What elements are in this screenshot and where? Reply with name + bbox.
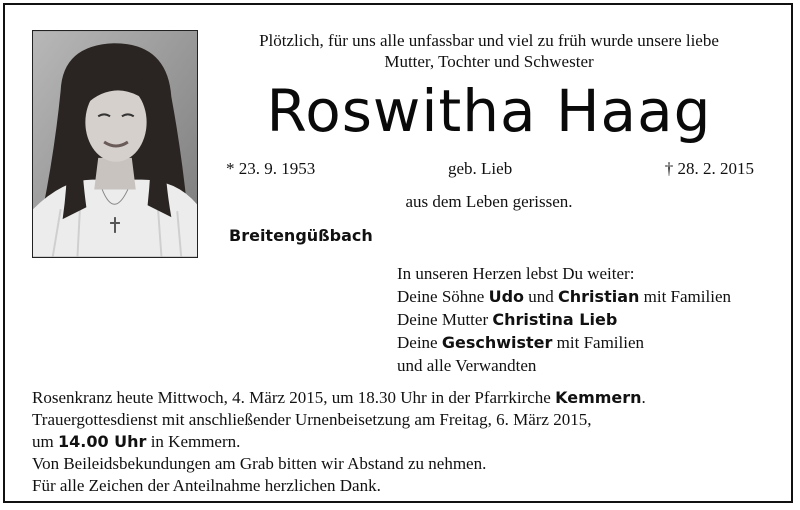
service-details: [32, 387, 646, 497]
mourners-line-3: [397, 308, 731, 331]
funeral-time: 14.00 Uhr: [57, 432, 147, 451]
birth-date: * 23. 9. 1953: [226, 159, 316, 178]
death-date: † 28. 2. 2015: [664, 159, 754, 178]
mourners-text: Deine Söhne: [397, 287, 489, 306]
intro-line-1: Plötzlich, für uns alle unfassbar und viel zu früh wurde unsere liebe: [259, 31, 719, 50]
portrait-photo: [32, 30, 198, 258]
mourners-line-4: [397, 331, 731, 354]
condolence-note: Von Beileidsbekundungen am Grab bitten wir Abstand zu nehmen.: [32, 454, 487, 473]
service-text: um: [32, 432, 58, 451]
funeral-mass-line: Trauergottesdienst mit anschließender Urnenbeisetzung am Freitag, 6. März 2015,: [32, 410, 592, 429]
mourners-text: und: [524, 287, 559, 306]
intro-line-2: Mutter, Tochter und Schwester: [384, 52, 594, 71]
thanks-note: Für alle Zeichen der Anteilnahme herzlichen Dank.: [32, 476, 381, 495]
son-name-udo: Udo: [488, 287, 525, 306]
deceased-name: Roswitha Haag: [266, 77, 712, 145]
mourners-line-2: [397, 285, 731, 308]
mourners-text: Deine Mutter: [397, 310, 493, 329]
service-text: in Kemmern.: [146, 432, 241, 451]
rosary-line: [32, 387, 646, 409]
maiden-name: geb. Lieb: [448, 159, 513, 178]
mourners-line-1: In unseren Herzen lebst Du weiter:: [397, 264, 635, 283]
mourners-text: mit Familien: [552, 333, 645, 352]
mourners-text: mit Familien: [639, 287, 731, 306]
torn-from-life-text: aus dem Leben gerissen.: [405, 192, 573, 211]
mourners-list: [397, 262, 731, 377]
service-text: Rosenkranz heute Mittwoch, 4. März 2015, um 18.30 Uhr in der Pfarrkirche: [32, 388, 556, 407]
intro-text: [222, 30, 756, 72]
place-name: Breitengüßbach: [229, 226, 373, 245]
service-text: .: [641, 388, 646, 407]
son-name-christian: Christian: [558, 287, 640, 306]
mother-name: Christina Lieb: [492, 310, 618, 329]
mourners-line-5: und alle Verwandten: [397, 356, 537, 375]
siblings-label: Geschwister: [441, 333, 553, 352]
mourners-text: Deine: [397, 333, 442, 352]
funeral-time-line: [32, 431, 646, 453]
church-location: Kemmern: [555, 388, 642, 407]
